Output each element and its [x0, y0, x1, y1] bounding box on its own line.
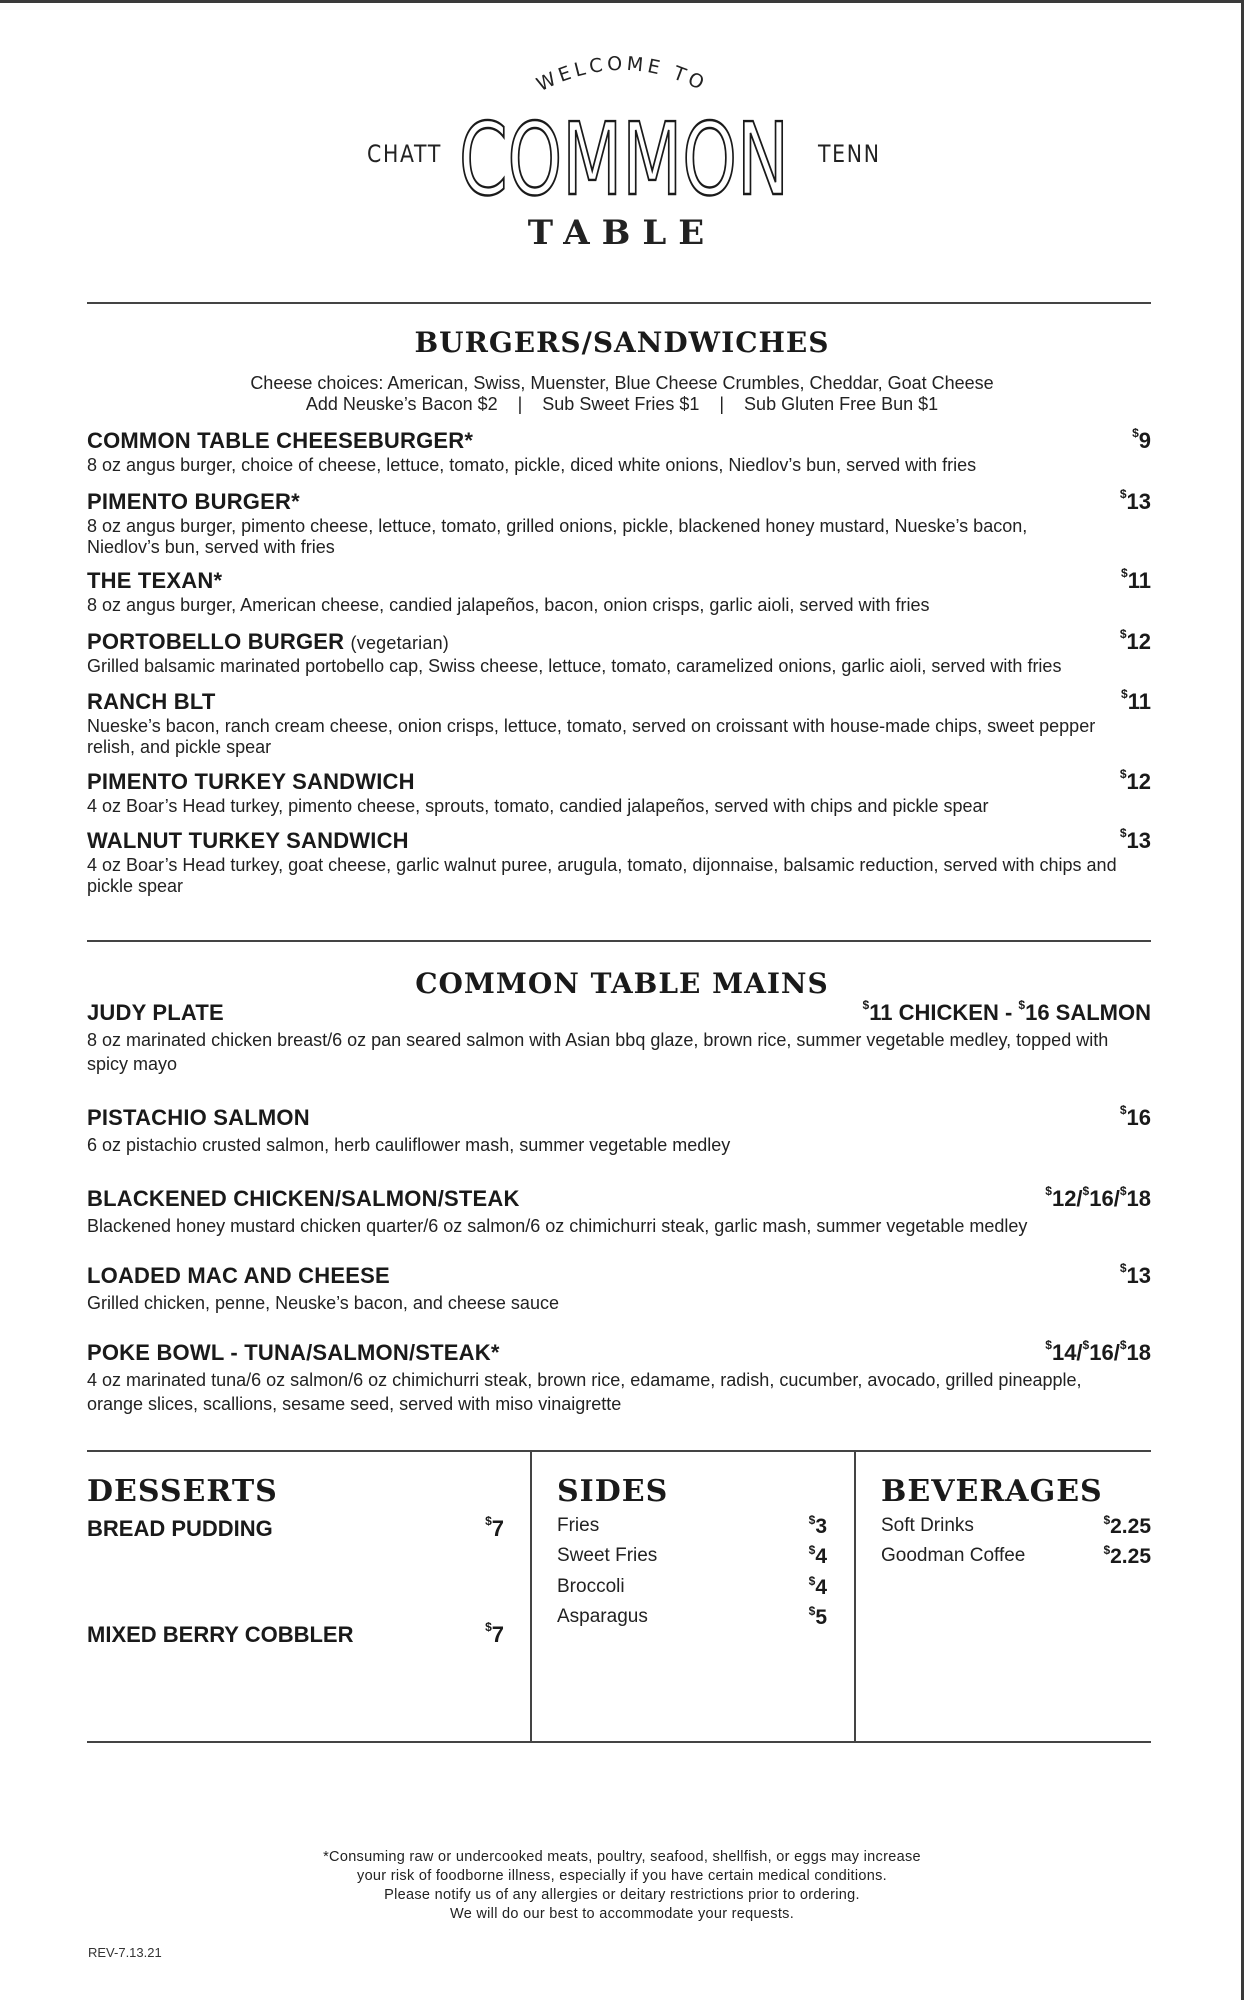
logo-city-left: CHATT: [367, 140, 443, 168]
item-description: 4 oz marinated tuna/6 oz salmon/6 oz chimichurri steak, brown rice, edamame, radish, cucumber, avocado, grilled pineapple, orange slices, scallions, sesame seed, served with miso vinaigrette: [87, 1370, 1082, 1414]
item-price: $12: [1119, 767, 1151, 794]
logo-common-wordmark: [455, 108, 793, 208]
item-description: 8 oz angus burger, choice of cheese, lettuce, tomato, pickle, diced white onions, Niedlov’s bun, served with fries: [87, 455, 977, 475]
item-name: Goodman Coffee: [881, 1545, 1026, 1566]
column-divider: [854, 1452, 856, 1742]
item-name: Soft Drinks: [881, 1515, 974, 1536]
item-description: Grilled chicken, penne, Neuske’s bacon, and cheese sauce: [87, 1293, 559, 1313]
menu-item-ranch-blt: [87, 689, 1151, 758]
menu-item-poke-bowl: [87, 1340, 1151, 1416]
item-name: BREAD PUDDING: [87, 1516, 273, 1541]
menu-item-pimento-turkey-sandwich: [87, 769, 1151, 817]
item-name: Sweet Fries: [557, 1545, 658, 1566]
item-price: $4: [808, 1574, 827, 1599]
logo-city-right: TENN: [818, 140, 881, 168]
item-price: $7: [485, 1620, 504, 1647]
item-name: MIXED BERRY COBBLER: [87, 1622, 354, 1647]
menu-item-walnut-turkey-sandwich: [87, 828, 1151, 897]
logo-table-word: TABLE: [527, 213, 717, 253]
item-description: 8 oz angus burger, American cheese, candied jalapeños, bacon, onion crisps, garlic aioli, served with fries: [87, 595, 930, 615]
item-price: $3: [808, 1513, 827, 1538]
divider-rule: [87, 940, 1151, 942]
divider-rule: [87, 1741, 1151, 1743]
item-name: PISTACHIO SALMON: [87, 1105, 310, 1130]
disclaimer-line: Please notify us of any allergies or deitary restrictions prior to ordering.: [384, 1887, 860, 1903]
item-price: $12/$16/$18: [1045, 1184, 1151, 1211]
item-price: $13: [1119, 826, 1151, 853]
menu-item-judy-plate: [87, 1000, 1151, 1076]
section-title-desserts: DESSERTS: [87, 1474, 278, 1509]
item-price: $13: [1119, 1261, 1151, 1288]
item-description: 8 oz angus burger, pimento cheese, lettuce, tomato, grilled onions, pickle, blackened honey mustard, Nueske’s bacon, Niedlov’s bun, served with fries: [87, 516, 1028, 557]
menu-item-bread-pudding: [87, 1516, 504, 1542]
menu-item-common-table-cheeseburger: [87, 428, 1151, 476]
menu-item-broccoli: [557, 1576, 827, 1600]
allergy-disclaimer: [0, 1848, 1244, 1924]
menu-item-mixed-berry-cobbler: [87, 1622, 504, 1648]
item-price: $14/$16/$18: [1045, 1338, 1151, 1365]
menu-item-portobello-burger: [87, 629, 1151, 677]
menu-item-goodman-coffee: [881, 1545, 1151, 1569]
item-price: $12: [1119, 627, 1151, 654]
item-name: PORTOBELLO BURGER (vegetarian): [87, 629, 449, 654]
item-name: PIMENTO TURKEY SANDWICH: [87, 769, 415, 794]
menu-item-loaded-mac-and-cheese: [87, 1263, 1151, 1315]
item-description: 8 oz marinated chicken breast/6 oz pan seared salmon with Asian bbq glaze, brown rice, summer vegetable medley, topped with spicy mayo: [87, 1030, 1109, 1074]
item-name: POKE BOWL - TUNA/SALMON/STEAK*: [87, 1340, 500, 1365]
section-title-beverages: BEVERAGES: [881, 1474, 1103, 1509]
section-title-mains: COMMON TABLE MAINS: [415, 967, 829, 1000]
item-price: $11: [1121, 566, 1151, 593]
disclaimer-line: your risk of foodborne illness, especially if you have certain medical conditions.: [357, 1868, 887, 1884]
item-description: Blackened honey mustard chicken quarter/6 oz salmon/6 oz chimichurri steak, garlic mash, summer vegetable medley: [87, 1216, 1028, 1236]
section-title-sides: SIDES: [557, 1474, 669, 1509]
item-description: Nueske’s bacon, ranch cream cheese, onion crisps, lettuce, tomato, served on croissant with house-made chips, sweet pepper relish, and pickle spear: [87, 716, 1096, 757]
svg-text:COMMON: COMMON: [459, 108, 789, 208]
vegetarian-tag: (vegetarian): [350, 633, 449, 653]
item-name: COMMON TABLE CHEESEBURGER*: [87, 428, 474, 453]
divider-rule: [87, 1450, 1151, 1452]
item-price: $2.25: [1103, 1513, 1151, 1538]
menu-item-pistachio-salmon: [87, 1105, 1151, 1157]
item-price: $9: [1132, 426, 1151, 453]
item-name: LOADED MAC AND CHEESE: [87, 1263, 390, 1288]
item-description: 6 oz pistachio crusted salmon, herb cauliflower mash, summer vegetable medley: [87, 1135, 731, 1155]
item-description: Grilled balsamic marinated portobello cap, Swiss cheese, lettuce, tomato, caramelized onions, garlic aioli, served with fries: [87, 656, 1062, 676]
item-name: Broccoli: [557, 1576, 625, 1597]
restaurant-logo: [0, 0, 1244, 260]
disclaimer-line: We will do our best to accommodate your requests.: [449, 1906, 795, 1922]
menu-item-blackened-chicken-salmon-steak: [87, 1186, 1151, 1238]
item-name: Fries: [557, 1515, 600, 1536]
revision-label: REV-7.13.21: [88, 1945, 162, 1960]
menu-item-fries: [557, 1515, 827, 1539]
item-price: $5: [808, 1604, 827, 1629]
item-price: $13: [1119, 487, 1151, 514]
item-price: $11: [1121, 687, 1151, 714]
item-price: $11 CHICKEN - $16 SALMON: [862, 998, 1151, 1025]
disclaimer-line: *Consuming raw or undercooked meats, poultry, seafood, shellfish, or eggs may increase: [323, 1849, 921, 1865]
item-price: $16: [1119, 1103, 1151, 1130]
item-name: WALNUT TURKEY SANDWICH: [87, 828, 409, 853]
menu-item-pimento-burger: [87, 489, 1151, 558]
menu-item-the-texan: [87, 568, 1151, 616]
item-name: THE TEXAN*: [87, 568, 223, 593]
cheese-choices-note: Cheese choices: American, Swiss, Muenster, Blue Cheese Crumbles, Cheddar, Goat Cheese: [250, 373, 994, 393]
item-name: JUDY PLATE: [87, 1000, 224, 1025]
add-ons-note: Add Neuske’s Bacon $2 | Sub Sweet Fries $1 | Sub Gluten Free Bun $1: [305, 394, 939, 414]
section-title-burgers: BURGERS/SANDWICHES: [414, 326, 830, 359]
item-description: 4 oz Boar’s Head turkey, pimento cheese, sprouts, tomato, candied jalapeños, served with chips and pickle spear: [87, 796, 989, 816]
item-price: $2.25: [1103, 1543, 1151, 1568]
item-name: Asparagus: [557, 1606, 648, 1627]
menu-item-sweet-fries: [557, 1545, 827, 1569]
item-name: RANCH BLT: [87, 689, 216, 714]
svg-text:WELCOME TO: WELCOME TO: [533, 52, 711, 97]
divider-rule: [87, 302, 1151, 304]
item-name: BLACKENED CHICKEN/SALMON/STEAK: [87, 1186, 520, 1211]
item-name: PIMENTO BURGER*: [87, 489, 300, 514]
menu-item-asparagus: [557, 1606, 827, 1630]
item-price: $7: [485, 1514, 504, 1541]
column-divider: [530, 1452, 532, 1742]
item-description: 4 oz Boar’s Head turkey, goat cheese, garlic walnut puree, arugula, tomato, dijonnaise, balsamic reduction, served with chips and pickle spear: [87, 855, 1117, 896]
menu-item-soft-drinks: [881, 1515, 1151, 1539]
item-price: $4: [808, 1543, 827, 1568]
